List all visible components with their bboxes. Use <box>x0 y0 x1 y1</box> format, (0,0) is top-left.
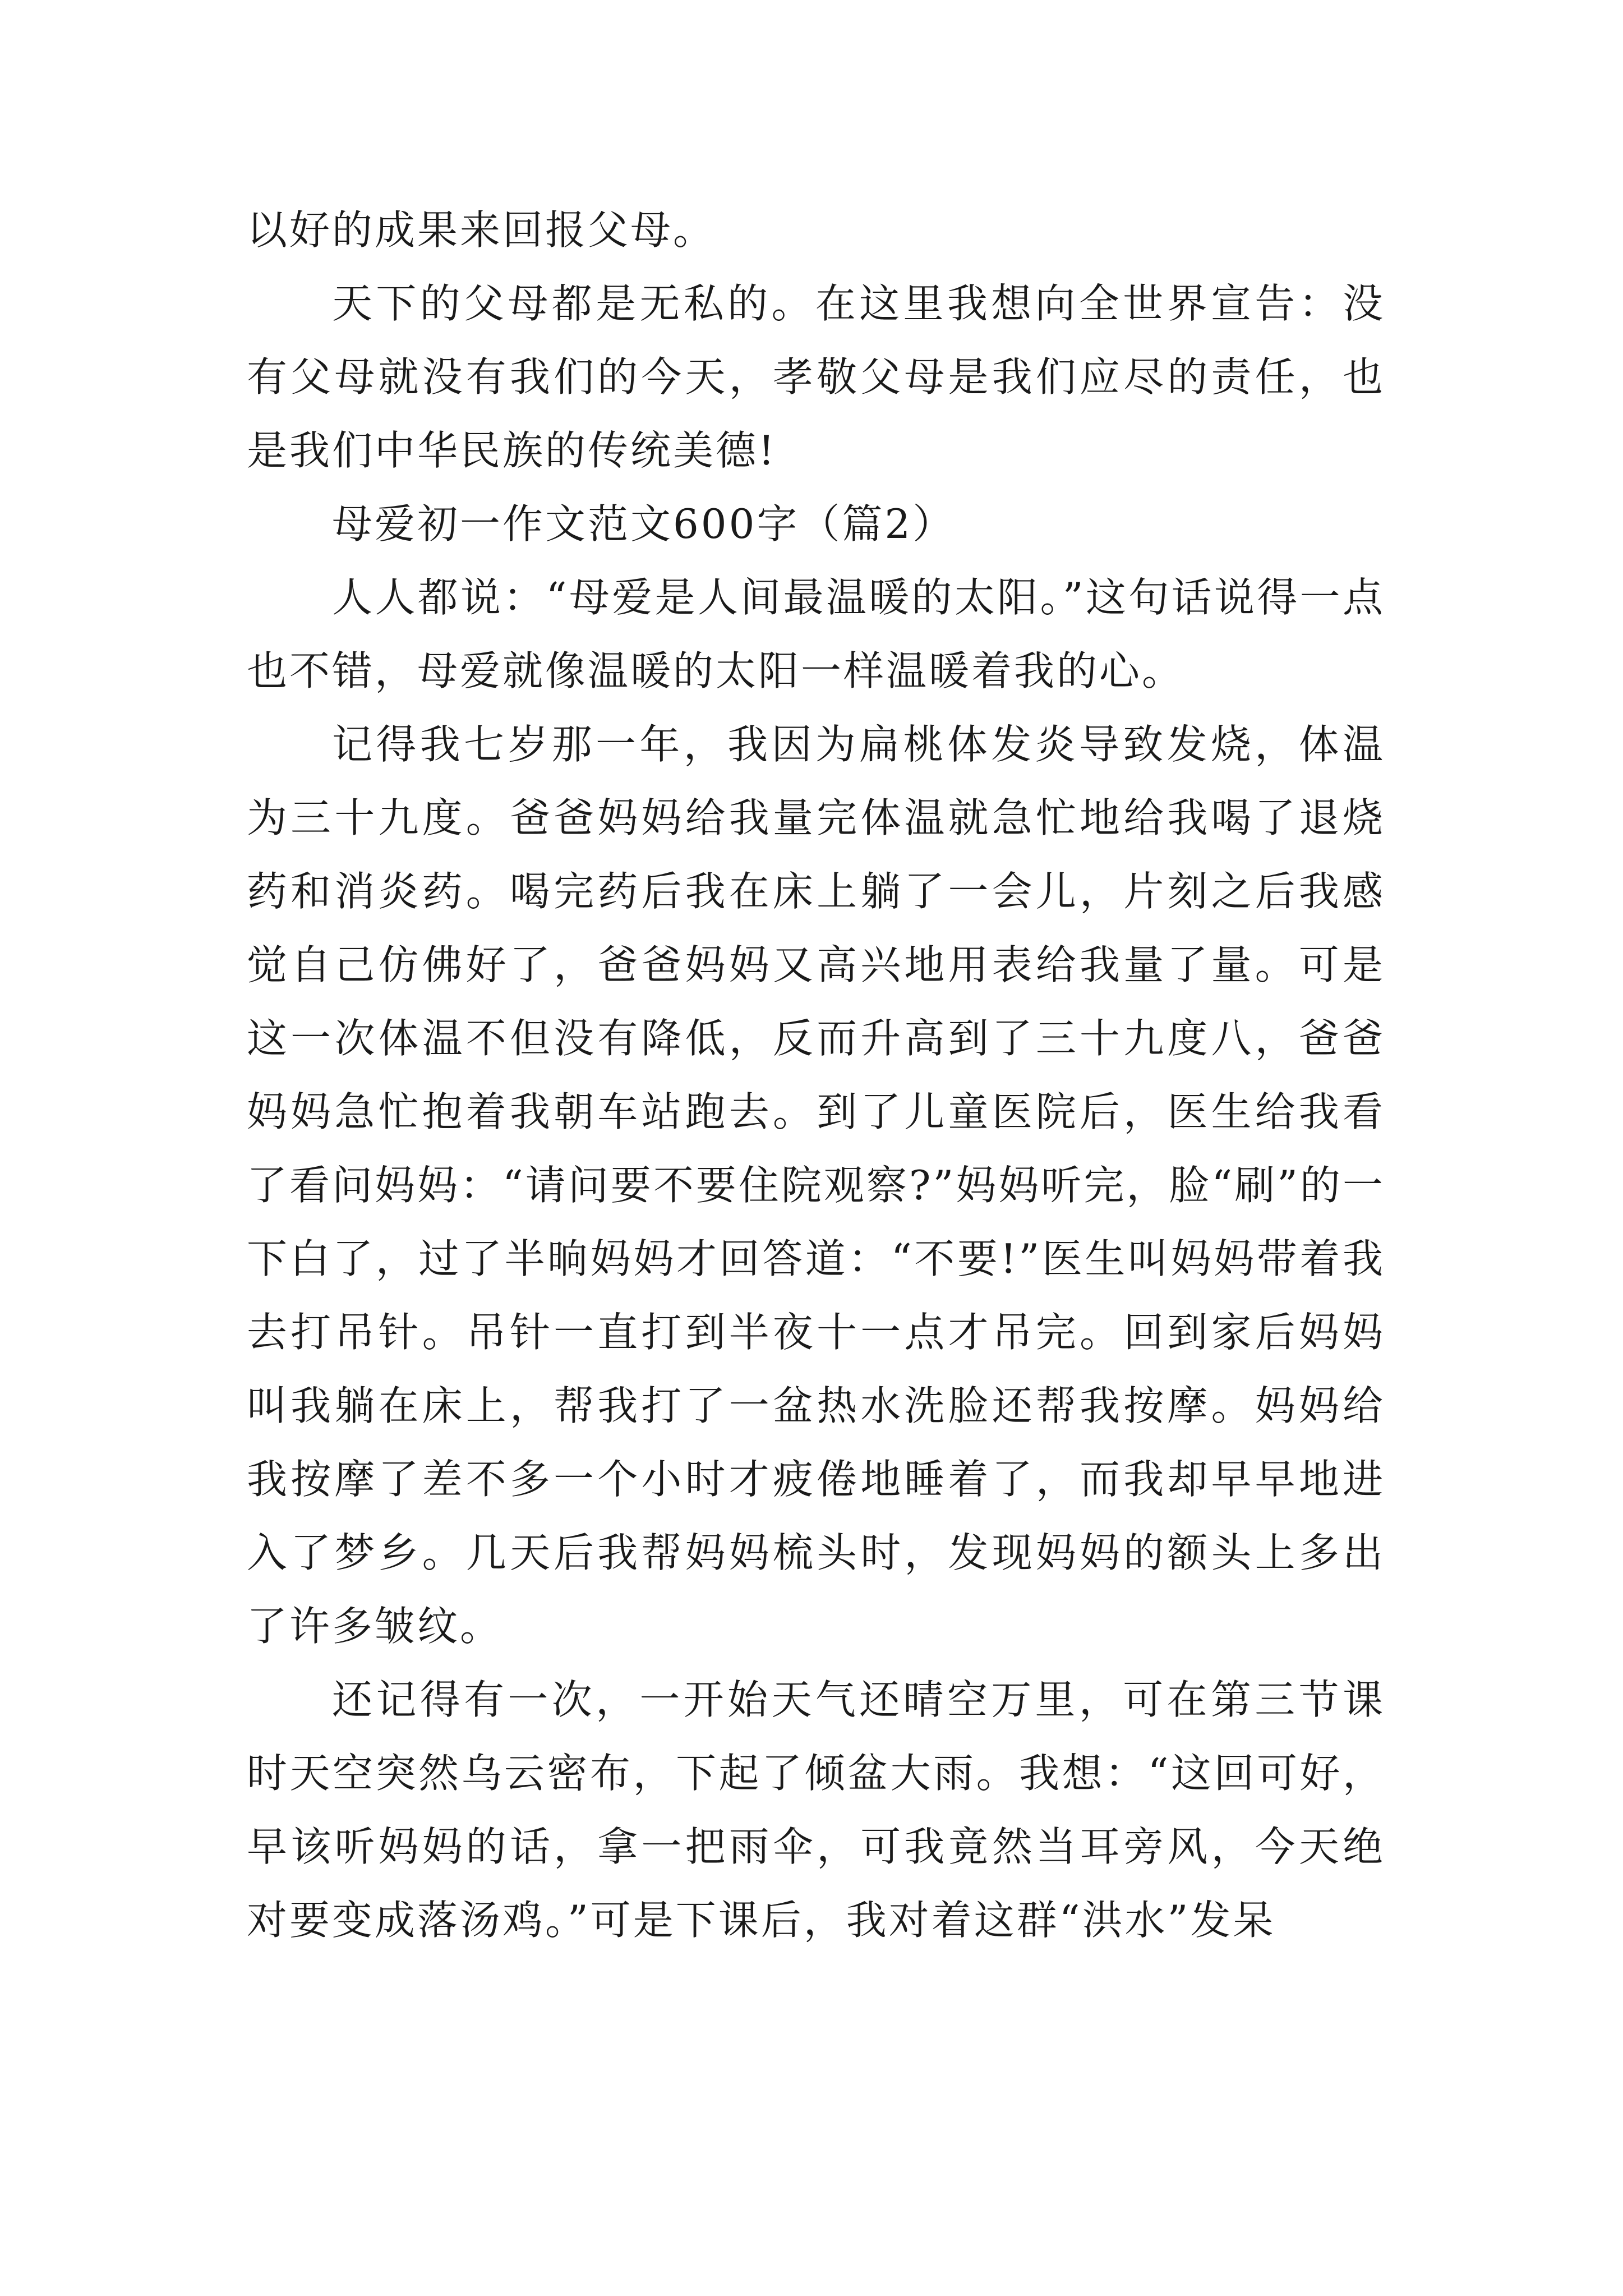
paragraph: 人人都说：“母爱是人间最温暖的太阳。”这句话说得一点也不错，母爱就像温暖的太阳一样温暖着我的心。 <box>247 574 1385 694</box>
section-heading: 母爱初一作文范文600字（篇2） <box>332 500 956 547</box>
paragraph: 记得我七岁那一年，我因为扁桃体发炎导致发烧，体温为三十九度。爸爸妈妈给我量完体温就急忙地给我喝了退烧药和消炎药。喝完药后我在床上躺了一会儿，片刻之后我感觉自己仿佛好了，爸爸妈妈又高兴地用表给我量了量。可是这一次体温不但没有降低，反而升高到了三十九度八，爸爸妈妈急忙抱着我朝车站跑去。到了儿童医院后，医生给我看了看问妈妈：“请问要不要住院观察?”妈妈听完，脸“刷”的一下白了，过了半晌妈妈才回答道：“不要!”医生叫妈妈带着我去打吊针。吊针一直打到半夜十一点才吊完。回到家后妈妈叫我躺在床上，帮我打了一盆热水洗脸还帮我按摩。妈妈给我按摩了差不多一个小时才疲倦地睡着了，而我却早早地进入了梦乡。几天后我帮妈妈梳头时，发现妈妈的额头上多出了许多皱纹。 <box>247 721 1385 1650</box>
paragraph: 以好的成果来回报父母。 <box>247 206 716 254</box>
paragraph: 天下的父母都是无私的。在这里我想向全世界宣告：没有父母就没有我们的今天，孝敬父母是我们应尽的责任，也是我们中华民族的传统美德! <box>247 280 1385 474</box>
document-body <box>247 194 1385 1957</box>
paragraph: 还记得有一次，一开始天气还晴空万里，可在第三节课时天空突然乌云密布，下起了倾盆大雨。我想：“这回可好，早该听妈妈的话，拿一把雨伞，可我竟然当耳旁风，今天绝对要变成落汤鸡。”可是下课后，我对着这群“洪水”发呆 <box>247 1676 1385 1944</box>
